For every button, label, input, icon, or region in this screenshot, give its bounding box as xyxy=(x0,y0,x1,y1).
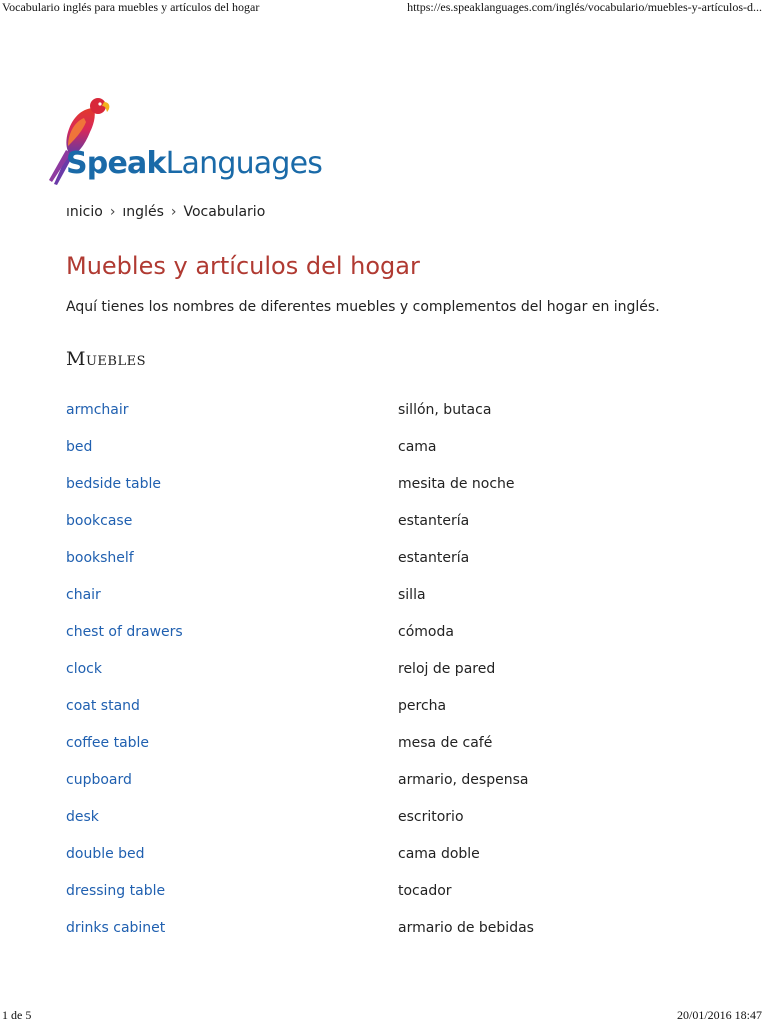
print-header-url: https://es.speaklanguages.com/inglés/vocabulario/muebles-y-artículos-d... xyxy=(407,0,762,14)
vocab-english-link[interactable]: bed xyxy=(66,439,93,455)
vocab-spanish: cómoda xyxy=(398,624,454,640)
vocab-english-link[interactable]: dressing table xyxy=(66,883,166,899)
print-footer xyxy=(0,1008,768,1026)
vocab-spanish: armario, despensa xyxy=(398,772,529,788)
vocab-spanish: cama xyxy=(398,439,437,455)
vocab-spanish: sillón, butaca xyxy=(398,402,492,418)
vocab-english-link[interactable]: coffee table xyxy=(66,735,150,751)
print-datetime: 20/01/2016 18:47 xyxy=(676,1008,762,1022)
vocab-english-link[interactable]: drinks cabinet xyxy=(66,920,166,936)
vocab-row xyxy=(66,430,706,467)
vocab-row xyxy=(66,726,706,763)
logo-text-languages: Languages xyxy=(165,146,323,181)
page-title: Muebles y artículos del hogar xyxy=(66,252,420,280)
page-number: 1 de 5 xyxy=(2,1008,32,1022)
vocab-row xyxy=(66,874,706,911)
vocab-english-link[interactable]: chest of drawers xyxy=(66,624,183,640)
vocab-spanish: silla xyxy=(398,587,426,603)
vocab-row xyxy=(66,652,706,689)
print-header xyxy=(0,0,768,18)
vocab-english-link[interactable]: bedside table xyxy=(66,476,161,492)
vocab-spanish: tocador xyxy=(398,883,452,899)
vocab-row xyxy=(66,689,706,726)
vocab-english-link[interactable]: coat stand xyxy=(66,698,140,714)
vocab-row xyxy=(66,911,706,948)
vocab-english-link[interactable]: armchair xyxy=(66,402,129,418)
vocab-spanish: percha xyxy=(398,698,447,714)
vocab-english-link[interactable]: cupboard xyxy=(66,772,132,788)
breadcrumb-home[interactable]: ınicio xyxy=(66,204,103,220)
vocab-row xyxy=(66,615,706,652)
vocab-row xyxy=(66,763,706,800)
breadcrumb-english[interactable]: ınglés xyxy=(122,204,164,220)
vocab-spanish: estantería xyxy=(398,513,470,529)
breadcrumb-vocabulary[interactable]: Vocabulario xyxy=(183,204,266,220)
vocab-row xyxy=(66,467,706,504)
vocab-row xyxy=(66,837,706,874)
vocabulary-list xyxy=(66,393,706,948)
vocab-english-link[interactable]: chair xyxy=(66,587,101,603)
vocab-row xyxy=(66,504,706,541)
print-header-title: Vocabulario inglés para muebles y artículos del hogar xyxy=(2,0,260,14)
vocab-spanish: cama doble xyxy=(398,846,480,862)
vocab-row xyxy=(66,578,706,615)
vocab-row xyxy=(66,541,706,578)
vocab-spanish: reloj de pared xyxy=(398,661,496,677)
vocab-spanish: mesita de noche xyxy=(398,476,515,492)
vocab-english-link[interactable]: bookcase xyxy=(66,513,133,529)
vocab-english-link[interactable]: clock xyxy=(66,661,102,677)
vocab-spanish: escritorio xyxy=(398,809,464,825)
vocab-english-link[interactable]: bookshelf xyxy=(66,550,134,566)
intro-text: Aquí tienes los nombres de diferentes muebles y complementos del hogar en inglés. xyxy=(66,299,660,315)
vocab-spanish: armario de bebidas xyxy=(398,920,534,936)
site-logo[interactable] xyxy=(44,96,334,188)
vocab-spanish: estantería xyxy=(398,550,470,566)
section-title: Muebles xyxy=(66,348,146,370)
vocab-english-link[interactable]: double bed xyxy=(66,846,145,862)
chevron-right-icon: › xyxy=(109,204,116,220)
logo-text xyxy=(66,146,322,181)
vocab-english-link[interactable]: desk xyxy=(66,809,99,825)
logo-text-speak: Speak xyxy=(66,146,166,181)
vocab-row xyxy=(66,800,706,837)
breadcrumb xyxy=(66,204,265,220)
chevron-right-icon: › xyxy=(170,204,177,220)
vocab-row xyxy=(66,393,706,430)
vocab-spanish: mesa de café xyxy=(398,735,493,751)
